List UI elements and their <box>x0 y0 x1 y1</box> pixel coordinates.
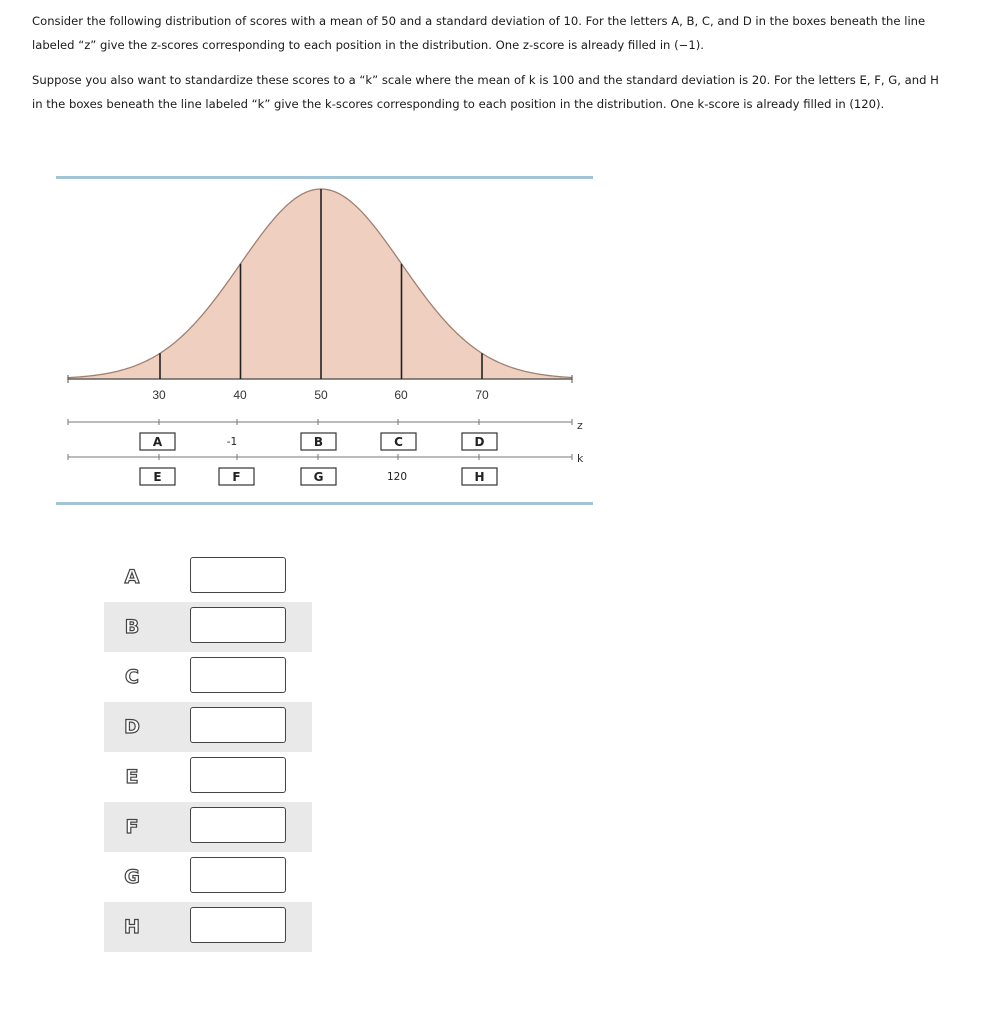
answer-letter: G <box>124 866 140 888</box>
answer-row-b <box>104 602 312 652</box>
answer-input-c[interactable] <box>190 657 286 693</box>
x-tick-label: 70 <box>475 388 489 402</box>
answer-input-h[interactable] <box>190 907 286 943</box>
x-tick-label: 30 <box>152 388 166 402</box>
z-box-b-label: B <box>313 435 324 449</box>
k-box-e-label: E <box>153 470 162 484</box>
answer-input-a[interactable] <box>190 557 286 593</box>
answer-row-a <box>104 552 312 602</box>
k-box-g-label: G <box>313 470 324 484</box>
answer-input-f[interactable] <box>190 807 286 843</box>
z-box-c-label: C <box>394 435 403 449</box>
z-box-a-label: A <box>152 435 163 449</box>
answer-row-h <box>104 902 312 952</box>
answer-letter: F <box>125 816 139 838</box>
answer-input-d[interactable] <box>190 707 286 743</box>
k-box-f-label: F <box>232 470 241 484</box>
x-tick-label: 60 <box>394 388 408 402</box>
z-value-given: -1 <box>226 436 238 448</box>
answer-letter: D <box>124 716 140 738</box>
answer-letter: H <box>124 916 140 938</box>
answer-input-b[interactable] <box>190 607 286 643</box>
answer-row-g <box>104 852 312 902</box>
answer-input-e[interactable] <box>190 757 286 793</box>
answer-input-g[interactable] <box>190 857 286 893</box>
answer-letter: B <box>124 616 140 638</box>
x-tick-label: 40 <box>233 388 247 402</box>
x-tick-label: 50 <box>314 388 328 402</box>
z-box-d-label: D <box>474 435 485 449</box>
figure-bottom-rule <box>56 502 593 505</box>
answer-letter: A <box>124 566 140 588</box>
answer-letter: E <box>125 766 139 788</box>
k-scale-label: k <box>577 452 584 465</box>
answer-row-d <box>104 702 312 752</box>
question-paragraph-1: Consider the following distribution of scores with a mean of 50 and a standard deviation of 10. For the letters A, B, C, and D in the boxes beneath the line labeled “z” give the z-scores corresponding to each position in the distribution. One z-score is already filled in (−1). <box>32 14 926 52</box>
answer-row-e <box>104 752 312 802</box>
z-scale-label: z <box>577 419 583 432</box>
answer-row-c <box>104 652 312 702</box>
k-box-h-label: H <box>474 470 485 484</box>
k-value-given: 120 <box>386 471 408 483</box>
question-paragraph-2: Suppose you also want to standardize these scores to a “k” scale where the mean of k is 100 and the standard deviation is 20. For the letters E, F, G, and H in the boxes beneath the line labeled “k” give the k-scores corresponding to each position in the distribution. One k-score is already filled in (120). <box>32 73 939 111</box>
normal-curve <box>68 189 572 379</box>
answer-row-f <box>104 802 312 852</box>
figure-top-rule <box>56 176 593 179</box>
answer-letter: C <box>125 666 139 688</box>
